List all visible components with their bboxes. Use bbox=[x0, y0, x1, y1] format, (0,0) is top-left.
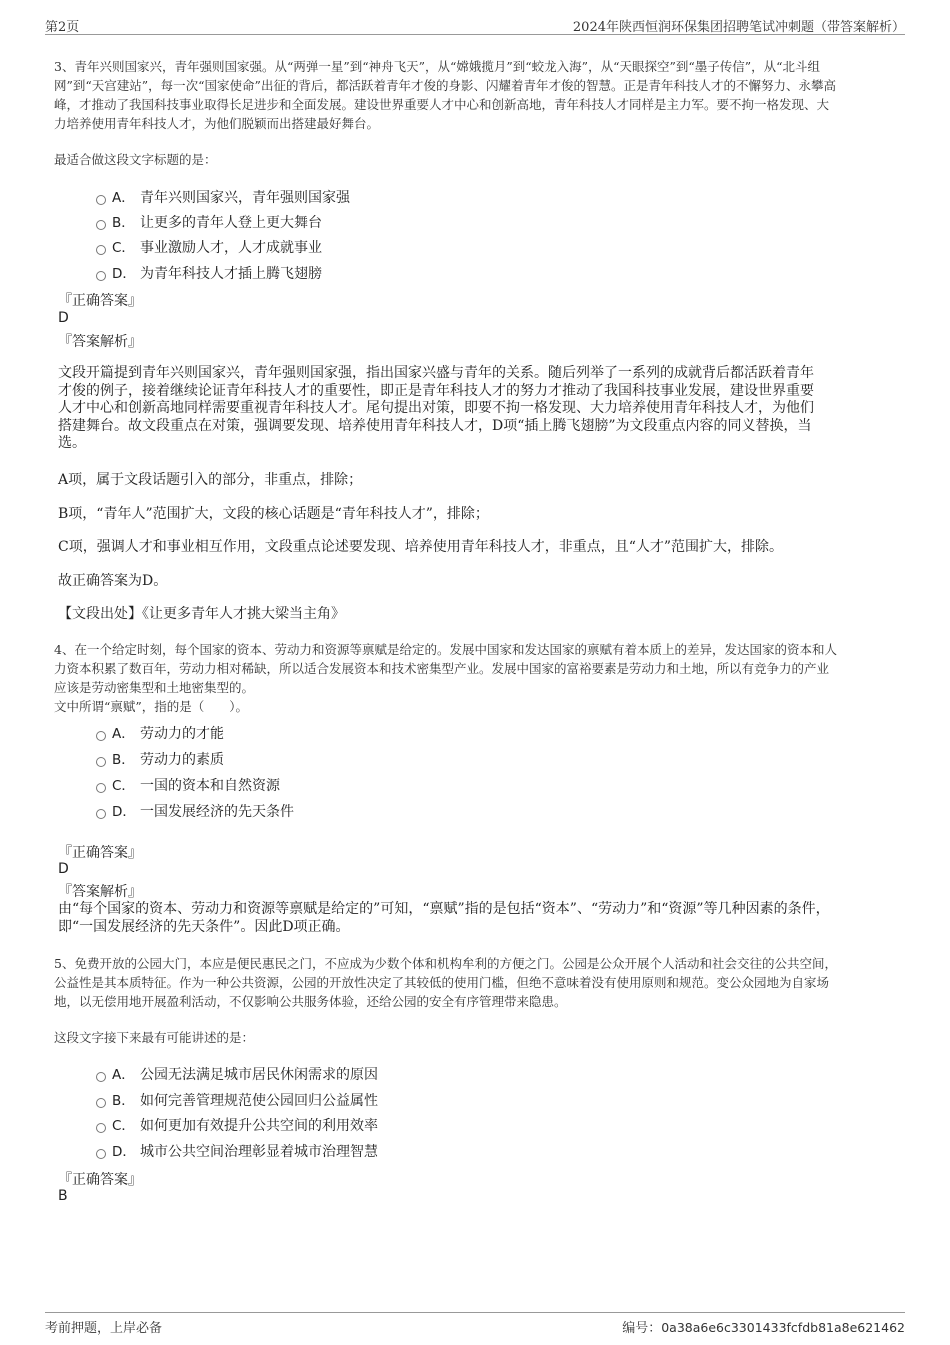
passage-line: 地，以无偿用地开展盈利活动，不仅影响公共服务体验，还给公园的安全有序管理带来隐患。 bbox=[54, 994, 567, 1009]
q3-analysis-b: B项，“青年人”范围扩大，文段的核心话题是“青年科技人才”，排除； bbox=[58, 506, 489, 522]
option-text: 公园无法满足城市居民休闲需求的原因 bbox=[140, 1067, 378, 1083]
document-title: 2024年陕西恒润环保集团招聘笔试冲刺题（带答案解析） bbox=[572, 20, 905, 35]
option-text: 青年兴则国家兴，青年强则国家强 bbox=[140, 190, 350, 206]
option-letter: A． bbox=[112, 190, 135, 206]
q5-answer-label: 『正确答案』 bbox=[58, 1172, 142, 1188]
q3-analysis bbox=[58, 365, 898, 453]
q3-analysis-a: A项，属于文段话题引入的部分，非重点，排除； bbox=[58, 472, 363, 488]
analysis-line: 才俊的例子，接着继续论证青年科技人才的重要性，即正是青年科技人才的努力才推动了我国科技事业发展，建设世界重要 bbox=[58, 382, 814, 399]
q3-analysis-conclusion: 故正确答案为D。 bbox=[58, 573, 168, 589]
q4-answer-label: 『正确答案』 bbox=[58, 845, 142, 861]
radio-icon[interactable] bbox=[96, 1072, 106, 1082]
q3-source: 【文段出处】《让更多青年人才挑大梁当主角》 bbox=[58, 606, 345, 622]
option-text: 一国的资本和自然资源 bbox=[140, 778, 280, 794]
option-letter: B． bbox=[112, 215, 135, 231]
question-5-prompt: 这段文字接下来最有可能讲述的是： bbox=[54, 1030, 255, 1045]
q3-answer: D bbox=[58, 310, 69, 326]
q5-option-b[interactable] bbox=[96, 1089, 378, 1111]
page-footer bbox=[45, 1312, 905, 1335]
q5-option-d[interactable] bbox=[96, 1140, 378, 1162]
question-4-passage bbox=[54, 640, 904, 716]
radio-icon[interactable] bbox=[96, 1123, 106, 1133]
option-text: 城市公共空间治理彰显着城市治理智慧 bbox=[140, 1144, 378, 1160]
radio-icon[interactable] bbox=[96, 1098, 106, 1108]
option-text: 劳动力的才能 bbox=[140, 726, 224, 742]
radio-icon[interactable] bbox=[96, 271, 106, 281]
q4-analysis-label: 『答案解析』 bbox=[58, 884, 142, 900]
passage-line: 峰，才推动了我国科技事业取得长足进步和全面发展。建设世界重要人才中心和创新高地，青年科技人才同样是主力军。要不拘一格发现、大 bbox=[54, 97, 830, 112]
option-letter: D． bbox=[112, 804, 136, 820]
q3-analysis-label: 『答案解析』 bbox=[58, 334, 142, 350]
q4-analysis bbox=[58, 901, 898, 936]
option-letter: D． bbox=[112, 1144, 136, 1160]
q3-option-b[interactable] bbox=[96, 211, 322, 233]
option-text: 让更多的青年人登上更大舞台 bbox=[140, 215, 322, 231]
radio-icon[interactable] bbox=[96, 809, 106, 819]
radio-icon[interactable] bbox=[96, 731, 106, 741]
q5-option-a[interactable] bbox=[96, 1063, 378, 1085]
option-text: 如何更加有效提升公共空间的利用效率 bbox=[140, 1118, 378, 1134]
q4-option-d[interactable] bbox=[96, 800, 294, 822]
analysis-line: 选。 bbox=[58, 435, 86, 451]
option-letter: A． bbox=[112, 726, 135, 742]
passage-line: 5、免费开放的公园大门，本应是便民惠民之门，不应成为少数个体和机构牟利的方便之门。公园是公众开展个人活动和社会交往的公共空间， bbox=[54, 956, 837, 971]
q5-answer: B bbox=[58, 1188, 68, 1204]
q4-option-a[interactable] bbox=[96, 722, 224, 744]
analysis-line: 由“每个国家的资本、劳动力和资源等禀赋是给定的”可知，“禀赋”指的是包括“资本”、“劳动力”和“资源”等几种因素的条件， bbox=[58, 901, 830, 917]
passage-line: 网”到“天宫建站”，每一次“国家使命”出征的背后，都活跃着青年才俊的身影、闪耀着青年才俊的智慧。正是青年科技人才的不懈努力、永攀高 bbox=[54, 78, 836, 93]
passage-line: 公益性是其本质特征。作为一种公共资源，公园的开放性决定了其较低的使用门槛，但绝不意味着没有使用原则和规范。变公众园地为自家场 bbox=[54, 975, 830, 990]
option-text: 事业激励人才，人才成就事业 bbox=[140, 240, 322, 256]
q3-option-a[interactable] bbox=[96, 186, 350, 208]
option-letter: B． bbox=[112, 752, 135, 768]
document-code bbox=[622, 1317, 905, 1336]
q3-option-c[interactable] bbox=[96, 236, 322, 258]
analysis-line: 即“一国发展经济的先天条件”。因此D项正确。 bbox=[58, 918, 350, 935]
option-text: 一国发展经济的先天条件 bbox=[140, 804, 294, 820]
option-letter: D． bbox=[112, 266, 136, 282]
option-letter: C． bbox=[112, 240, 135, 256]
page-header bbox=[45, 14, 905, 35]
option-letter: C． bbox=[112, 778, 135, 794]
code-value: 0a38a6e6c3301433fcfdb81a8e621462 bbox=[661, 1320, 905, 1335]
radio-icon[interactable] bbox=[96, 783, 106, 793]
option-text: 如何完善管理规范使公园回归公益属性 bbox=[140, 1093, 378, 1109]
analysis-line: 搭建舞台。故文段重点在对策，强调要发现、培养使用青年科技人才，D项“插上腾飞翅膀”为文段重点内容的同义替换，当 bbox=[58, 417, 812, 434]
option-letter: C． bbox=[112, 1118, 135, 1134]
q3-answer-label: 『正确答案』 bbox=[58, 293, 142, 309]
passage-line: 力资本积累了数百年，劳动力相对稀缺，所以适合发展资本和技术密集型产业。发展中国家的富裕要素是劳动力和土地，所以有竞争力的产业 bbox=[54, 661, 830, 676]
q4-answer: D bbox=[58, 861, 69, 877]
question-5-passage bbox=[54, 954, 904, 1011]
passage-line: 应该是劳动密集型和土地密集型的。 bbox=[54, 680, 255, 695]
question-3-passage bbox=[54, 57, 904, 133]
option-letter: B． bbox=[112, 1093, 135, 1109]
passage-line: 力培养使用青年科技人才，为他们脱颖而出搭建最好舞台。 bbox=[54, 116, 380, 131]
q3-analysis-c: C项，强调人才和事业相互作用，文段重点论述要发现、培养使用青年科技人才，非重点，且“人才”范围扩大，排除。 bbox=[58, 539, 784, 555]
passage-line: 4、在一个给定时刻，每个国家的资本、劳动力和资源等禀赋是给定的。发展中国家和发达国家的禀赋有着本质上的差异，发达国家的资本和人 bbox=[54, 642, 837, 657]
q5-option-c[interactable] bbox=[96, 1114, 378, 1136]
passage-line: 3、青年兴则国家兴，青年强则国家强。从“两弹一星”到“神舟飞天”，从“嫦娥揽月”到“蛟龙入海”，从“天眼探空”到“墨子传信”，从“北斗组 bbox=[54, 59, 821, 74]
radio-icon[interactable] bbox=[96, 757, 106, 767]
option-text: 劳动力的素质 bbox=[140, 752, 224, 768]
page-number: 第2页 bbox=[45, 20, 80, 35]
analysis-line: 文段开篇提到青年兴则国家兴，青年强则国家强，指出国家兴盛与青年的关系。随后列举了一系列的成就背后都活跃着青年 bbox=[58, 365, 814, 381]
footer-slogan: 考前押题，上岸必备 bbox=[45, 1321, 163, 1336]
radio-icon[interactable] bbox=[96, 195, 106, 205]
radio-icon[interactable] bbox=[96, 245, 106, 255]
code-label: 编号： bbox=[622, 1321, 662, 1336]
q4-option-b[interactable] bbox=[96, 748, 224, 770]
radio-icon[interactable] bbox=[96, 1149, 106, 1159]
radio-icon[interactable] bbox=[96, 220, 106, 230]
analysis-line: 人才中心和创新高地同样需要重视青年科技人才。尾句提出对策，即要不拘一格发现、大力培养使用青年科技人才，为他们 bbox=[58, 400, 814, 416]
option-text: 为青年科技人才插上腾飞翅膀 bbox=[140, 266, 322, 282]
passage-line: 文中所谓“禀赋”，指的是（ ）。 bbox=[54, 699, 249, 714]
option-letter: A． bbox=[112, 1067, 135, 1083]
question-3-prompt: 最适合做这段文字标题的是： bbox=[54, 152, 217, 167]
q3-option-d[interactable] bbox=[96, 262, 322, 284]
q4-option-c[interactable] bbox=[96, 774, 280, 796]
